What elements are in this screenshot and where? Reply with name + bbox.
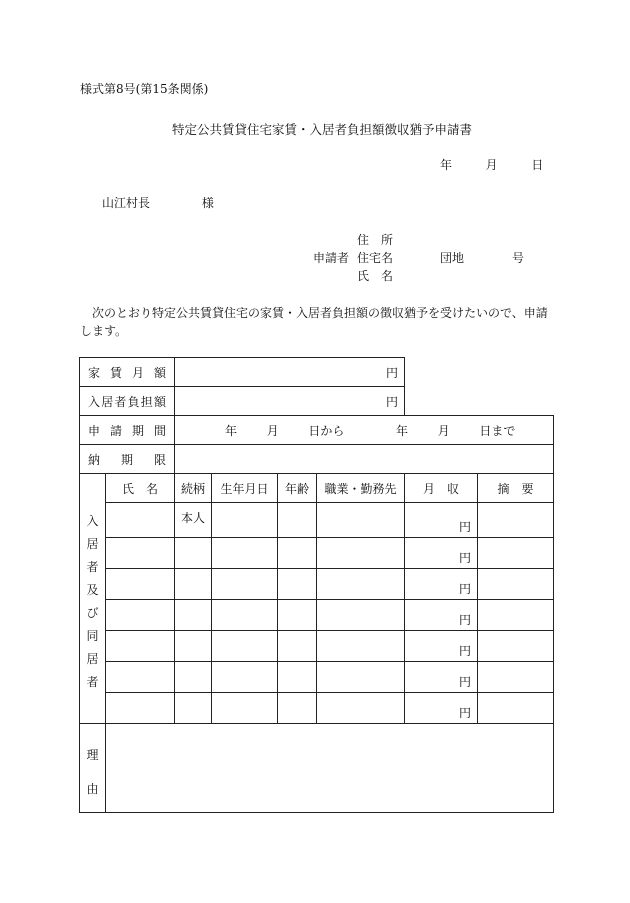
col-relation: 続柄 — [175, 474, 212, 503]
col-age: 年齢 — [278, 474, 317, 503]
request-text: 次のとおり特定公共賃貸住宅の家賃・入居者負担額の徴収猶予を受けたいので、申請します。 — [80, 306, 548, 338]
table-row — [80, 538, 554, 569]
table-row — [80, 662, 554, 693]
table-row — [80, 600, 554, 631]
year-label: 年 — [440, 158, 453, 172]
income-cell[interactable]: 円 — [405, 569, 478, 600]
reason-field[interactable] — [106, 724, 554, 813]
addressee — [102, 194, 214, 211]
rent-label: 家賃月額 — [80, 358, 175, 387]
period-month-to: 月 — [437, 423, 450, 438]
applicant-address-label: 住 所 — [357, 233, 394, 247]
table-row — [80, 631, 554, 662]
deadline-field[interactable] — [175, 445, 554, 474]
yen-unit: 円 — [386, 394, 399, 409]
applicant-name-label: 氏 名 — [357, 269, 394, 283]
month-label: 月 — [485, 158, 498, 172]
col-name: 氏 名 — [106, 474, 175, 503]
reason-label: 理 由 — [80, 724, 106, 813]
table-row — [80, 569, 554, 600]
period-year-from: 年 — [225, 423, 238, 438]
day-label: 日 — [531, 158, 544, 172]
relation-self: 本人 — [175, 503, 212, 538]
income-cell[interactable]: 円 — [405, 600, 478, 631]
danchi-label: 団地 — [440, 251, 465, 265]
honorific: 様 — [201, 196, 214, 210]
period-day-from: 日から — [308, 423, 345, 438]
income-cell[interactable]: 円 — [405, 631, 478, 662]
col-occupation: 職業・勤務先 — [317, 474, 405, 503]
period-label: 申請期間 — [80, 416, 175, 445]
yen-unit: 円 — [386, 365, 399, 380]
table-row — [80, 693, 554, 724]
burden-label: 入居者負担額 — [80, 387, 175, 416]
applicant-label: 申請者 — [313, 251, 350, 265]
income-cell[interactable]: 円 — [405, 503, 478, 538]
period-field[interactable] — [175, 416, 554, 445]
income-cell[interactable]: 円 — [405, 662, 478, 693]
document-title: 特定公共賃貸住宅家賃・入居者負担額徴収猶予申請書 — [172, 122, 473, 137]
col-remarks: 摘 要 — [478, 474, 554, 503]
date-line — [440, 156, 543, 173]
occupants-label: 入 居 者 及 び 同 居 者 — [80, 474, 106, 724]
addressee-name: 山江村長 — [102, 196, 151, 210]
deadline-label: 納期限 — [80, 445, 175, 474]
period-year-to: 年 — [396, 423, 409, 438]
period-month-from: 月 — [266, 423, 279, 438]
period-day-to: 日まで — [479, 423, 516, 438]
application-table — [79, 357, 554, 813]
col-income: 月 収 — [405, 474, 478, 503]
table-row — [80, 503, 554, 538]
go-label: 号 — [512, 251, 525, 265]
rent-amount-field[interactable] — [175, 358, 405, 387]
burden-amount-field[interactable] — [175, 387, 405, 416]
col-birthdate: 生年月日 — [212, 474, 278, 503]
applicant-residence-label: 住宅名 — [357, 251, 394, 265]
income-cell[interactable]: 円 — [405, 538, 478, 569]
form-number: 様式第8号(第15条関係) — [80, 82, 209, 96]
income-cell[interactable]: 円 — [405, 693, 478, 724]
